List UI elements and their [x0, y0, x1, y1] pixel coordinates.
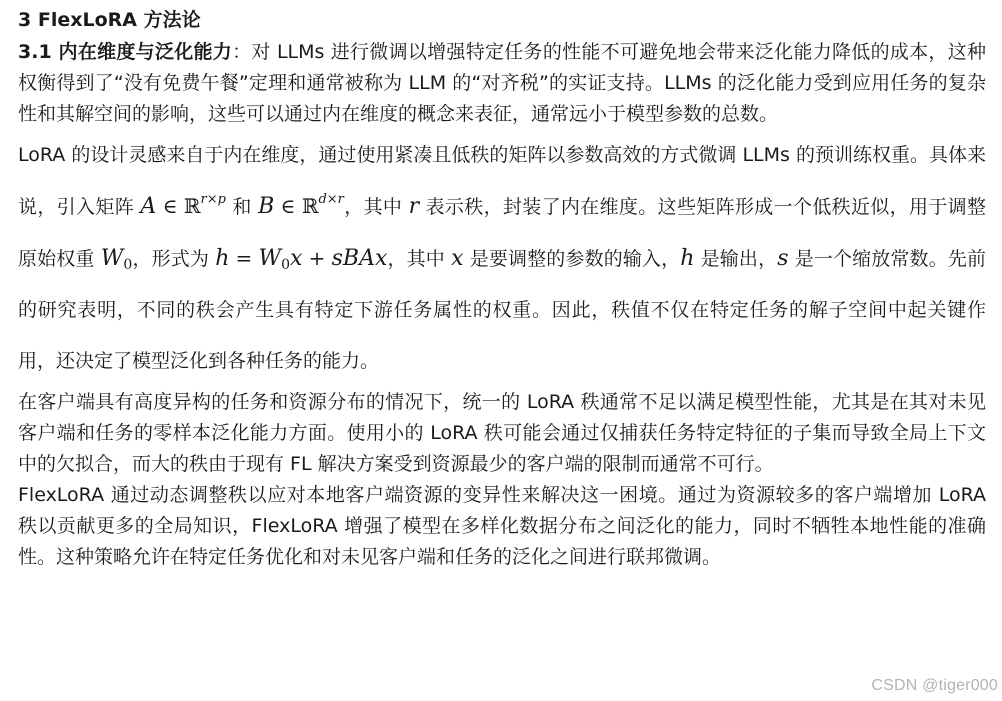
math-weight-w: W [258, 246, 282, 271]
math-subscript-zero: 0 [123, 257, 133, 273]
text-segment: 是输出， [694, 248, 778, 270]
math-dim-rxp: r×p [200, 192, 226, 207]
math-dim-dxr: d×r [318, 192, 344, 207]
math-element-of: ∈ [280, 194, 296, 218]
text-segment: 是一个缩放常数。先前的研究表明，不同的秩会产生具有特定下游任务属性的权重。因此，秩值不仅在特定任务的解子空间中起关键作用，还决定了模型泛化到各种任务的能力。 [18, 248, 986, 372]
text-segment: ，其中 [343, 196, 409, 218]
paragraph-text: 对 LLMs 进行微调以增强特定任务的性能不可避免地会带来泛化能力降低的成本，这种权衡得到了“没有免费午餐”定理和通常被称为 LLM 的“对齐税”的实证支持。LLMs 的泛化能力受到应用任务的复杂性和其解空间的影响，这些可以通过内在维度的概念来表征，通常远小于模型参数的总数。 [18, 41, 986, 125]
math-x: x [451, 246, 464, 271]
paragraph-lora-design [18, 130, 986, 387]
math-matrix-a: A [140, 194, 157, 219]
section-heading: 3 FlexLoRA 方法论 [18, 9, 201, 31]
math-plus: + [308, 246, 326, 270]
text-segment: 表示秩，封装了内在维度。这些矩阵形成一个低秩近似，用于调整原始权重 [18, 196, 987, 270]
subsection-colon: ： [232, 41, 252, 63]
math-equals: = [235, 246, 253, 270]
math-real-numbers: ℝ [301, 194, 319, 218]
math-sbax: sBAx [331, 246, 388, 271]
math-rank-r: r [408, 194, 420, 219]
math-x: x [290, 246, 303, 271]
math-element-of: ∈ [162, 194, 178, 218]
math-s: s [777, 246, 789, 271]
math-matrix-b: B [258, 194, 275, 219]
text-segment: ，其中 [387, 248, 452, 270]
text-segment: ，形式为 [132, 248, 216, 270]
math-subscript-zero: 0 [281, 257, 291, 273]
text-segment: LoRA 的设计灵感来自于内在维度，通过使用紧凑且低秩的矩阵以参数高效的方式微调 LLMs 的预训练权重。具体来说，引入矩阵 [18, 144, 986, 218]
paragraph-flexlora-solution: FlexLoRA 通过动态调整秩以应对本地客户端资源的变异性来解决这一困境。通过为资源较多的客户端增加 LoRA 秩以贡献更多的全局知识，FlexLoRA 增强了模型在多样化数据分布之间泛化的能力，同时不牺牲本地性能的准确性。这种策略允许在特定任务优化和对未见客户端和任务的泛化之间进行联邦微调。 [18, 484, 986, 568]
article-body [18, 6, 986, 573]
text-segment: 是要调整的参数的输入， [463, 248, 681, 270]
paragraph-heterogeneity: 在客户端具有高度异构的任务和资源分布的情况下，统一的 LoRA 秩通常不足以满足模型性能，尤其是在其对未见客户端和任务的零样本泛化能力方面。使用小的 LoRA 秩可能会通过仅捕获任务特定特征的子集而导致全局上下文中的欠拟合，而大的秩由于现有 FL 解决方案受到资源最少的客户端的限制而通常不可行。 [18, 391, 986, 475]
math-h: h [680, 246, 695, 271]
text-segment: 和 [225, 196, 259, 218]
math-real-numbers: ℝ [183, 194, 201, 218]
math-h: h [215, 246, 230, 271]
csdn-watermark: CSDN @tiger000 [871, 677, 998, 694]
math-weight-w: W [100, 246, 124, 271]
subsection-title: 3.1 内在维度与泛化能力 [18, 41, 233, 63]
paragraph-intrinsic-dimension [18, 37, 986, 130]
